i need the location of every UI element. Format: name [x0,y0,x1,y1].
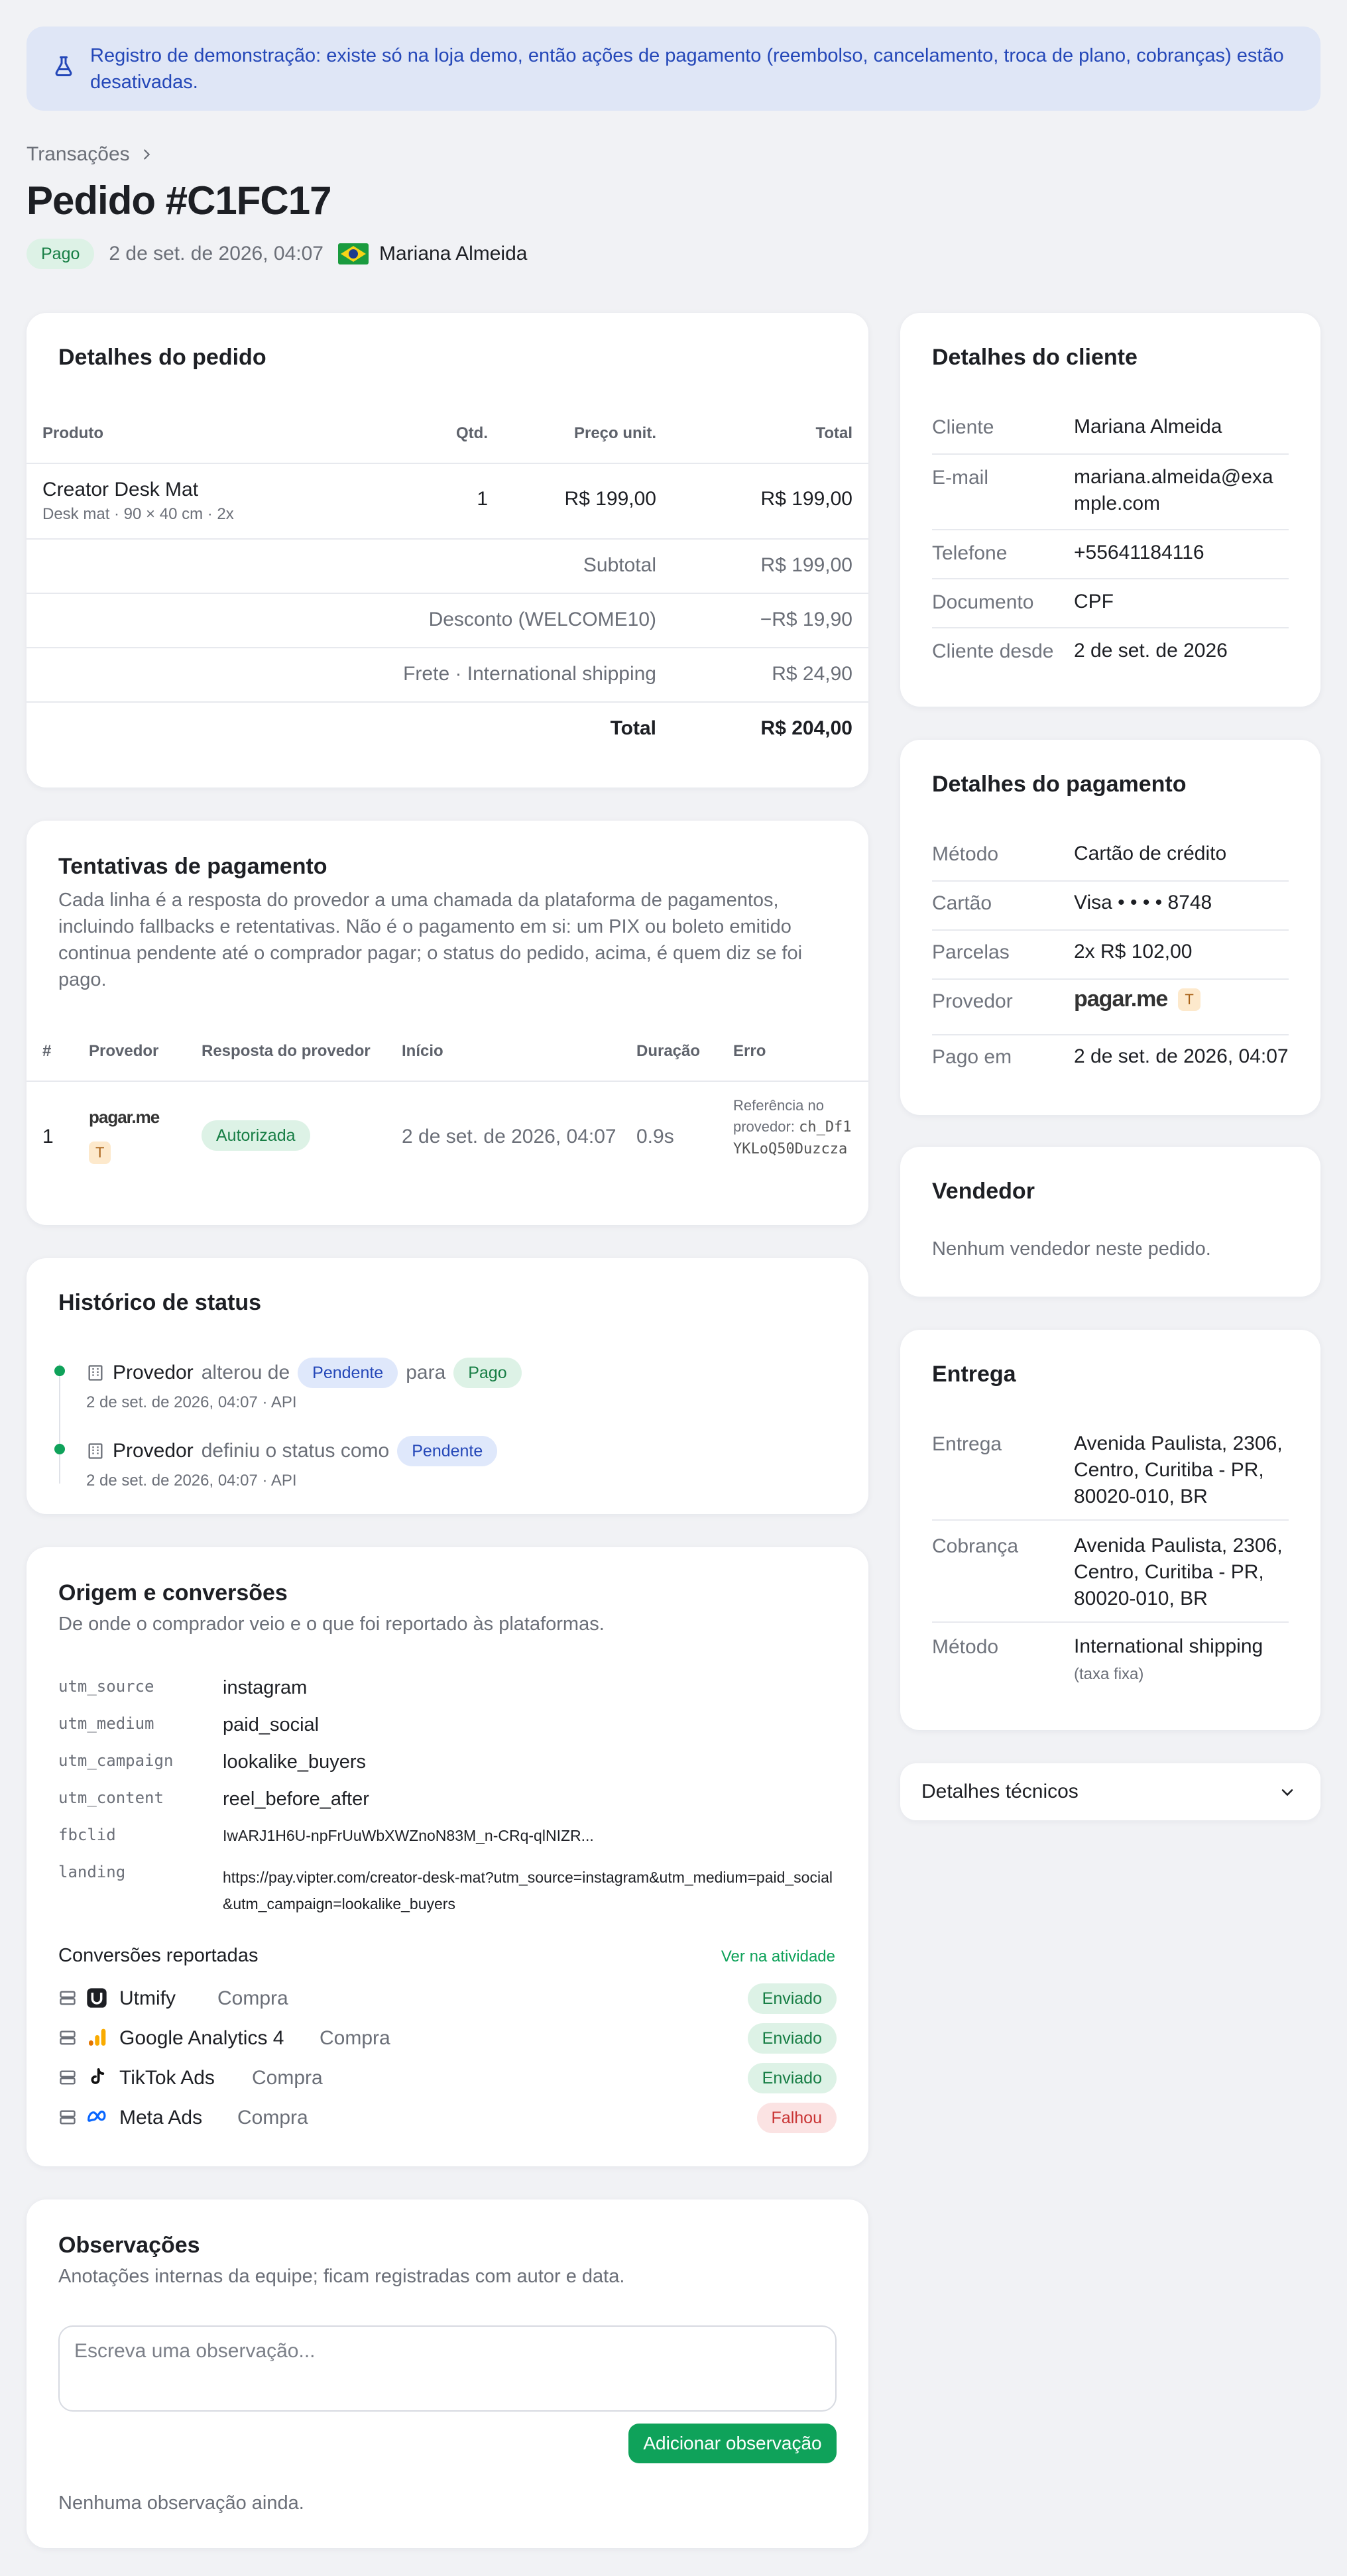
utm-key: landing [58,1863,126,1881]
divider [932,1519,1289,1521]
divider [932,529,1289,530]
conversion-platform: Google Analytics 4 [119,2027,284,2049]
utm-key: utm_campaign [58,1751,174,1770]
server-icon [58,2028,77,2047]
order-date: 2 de set. de 2026, 04:07 [109,243,323,264]
attempts-description: Cada linha é a resposta do provedor a uma chamada da plataforma de pagamentos, incluindo fallbacks e retentativas. Não é o pagamento em si: um PIX ou boleto emitido continua pendente até o comprador pagar; o status do pedido, acima, é quem diz se foi pago. [58,890,803,990]
customer-since-label: Cliente desde [932,640,1054,662]
history-event-line [86,1358,522,1388]
conversion-event: Compra [217,1987,288,2009]
utm-key: fbclid [58,1826,116,1844]
timeline-dot [54,1366,65,1376]
divider [932,453,1289,455]
conversion-status-badge: Falhou [757,2103,837,2133]
utm-value: reel_before_after [223,1788,369,1810]
col-total: Total [815,424,852,442]
attempts-title: Tentativas de pagamento [58,854,327,879]
status-badge: Pago [27,239,94,269]
list-item [58,2022,837,2054]
shipping-label: Frete · International shipping [403,663,656,685]
payment-attempts-card [27,821,868,1225]
shipping-label: Entrega [932,1433,1002,1455]
conversion-platform: Meta Ads [119,2107,203,2129]
payment-paid-at: 2 de set. de 2026, 04:07 [1074,1045,1289,1067]
item-name: Creator Desk Mat [42,479,199,500]
status-to-badge: Pago [453,1358,521,1388]
divider [932,929,1289,931]
utm-value: instagram [223,1677,308,1698]
chevron-down-icon [1278,1783,1297,1802]
customer-phone: +55641184116 [1074,542,1204,563]
utm-value: paid_social [223,1714,320,1735]
server-icon [58,2068,77,2087]
card-label: Cartão [932,892,992,914]
item-sub: Desk mat · 90 × 40 cm · 2x [42,505,234,523]
error-code: ch_Df1YKLoQ50Duzcza [733,1119,852,1157]
conversion-platform: TikTok Ads [119,2067,215,2089]
timeline-line [59,1364,60,1484]
status-to-badge: Pendente [397,1436,497,1466]
note-input[interactable]: Escreva uma observação... [58,2325,837,2412]
payment-card: Visa • • • • 8748 [1074,892,1212,913]
payment-title: Detalhes do pagamento [932,772,1187,797]
item-total: R$ 199,00 [760,488,852,510]
landing-url[interactable]: https://pay.vipter.com/creator-desk-mat?utm_source=instagram&utm_medium=paid_social&utm_campaign=lookalike_buyers [223,1869,833,1912]
provider-type-badge: T [1178,988,1200,1011]
order-meta [27,239,527,269]
order-customer-name[interactable]: Mariana Almeida [379,243,528,264]
divider [27,701,868,703]
subtotal-label: Subtotal [583,554,656,576]
customer-title: Detalhes do cliente [932,345,1138,370]
utm-key: utm_source [58,1677,154,1696]
history-event-line [86,1436,497,1466]
list-item [58,2062,837,2093]
response-badge: Autorizada [202,1120,310,1151]
shipping-address: Avenida Paulista, 2306, Centro, Curitiba - PR, 80020-010, BR [1074,1433,1283,1507]
technical-title: Detalhes técnicos [921,1781,1079,1802]
status-history-card [27,1258,868,1514]
item-qty: 1 [477,488,488,510]
subtotal-value: R$ 199,00 [760,554,852,576]
divider [932,578,1289,579]
paid-at-label: Pago em [932,1046,1012,1068]
col-duration: Duração [636,1042,701,1060]
payment-details-card [900,740,1320,1115]
chevron-right-icon [139,147,154,162]
utm-value: IwARJ1H6U-npFrUuWbXWZnoN83M_n-CRq-qlNIZR... [223,1827,594,1844]
col-error: Erro [733,1042,766,1060]
history-meta: 2 de set. de 2026, 04:07 · API [86,1393,297,1411]
conversion-event: Compra [252,2067,323,2089]
google-analytics-icon [86,2027,107,2048]
list-item [58,1982,837,2014]
seller-title: Vendedor [932,1179,1035,1204]
origin-card [27,1547,868,2166]
meta-icon [86,2107,109,2128]
customer-label: Cliente [932,416,994,438]
provider-logo [89,1107,159,1128]
payment-method: Cartão de crédito [1074,843,1227,864]
attempt-number: 1 [42,1126,54,1147]
pagarme-logo: pagar.me [1074,986,1168,1012]
brazil-flag-icon [338,243,369,264]
col-qty: Qtd. [456,424,488,442]
divider [932,978,1289,980]
conversions-title: Conversões reportadas [58,1945,259,1966]
provider-label: Provedor [932,990,1013,1012]
breadcrumb [27,143,154,166]
delivery-method [1074,1633,1289,1688]
conversion-status-badge: Enviado [748,2023,837,2054]
customer-email[interactable]: mariana.almeida@example.com [1074,466,1273,514]
notes-title: Observações [58,2233,200,2258]
list-item [58,2101,837,2133]
document-label: Documento [932,591,1034,613]
activity-link[interactable]: Ver na atividade [721,1948,835,1965]
customer-name: Mariana Almeida [1074,416,1222,438]
col-provider: Provedor [89,1042,159,1060]
divider [27,1081,868,1082]
col-unit-price: Preço unit. [573,424,656,442]
demo-banner [27,27,1320,111]
order-details-card [27,313,868,788]
history-verb: definiu o status como [201,1440,390,1462]
col-start: Início [402,1042,443,1060]
history-title: Histórico de status [58,1290,262,1315]
billing-address: Avenida Paulista, 2306, Centro, Curitiba - PR, 80020-010, BR [1074,1535,1283,1610]
tiktok-icon [86,2067,107,2088]
notes-subtitle: Anotações internas da equipe; ficam registradas com autor e data. [58,2266,625,2287]
history-actor: Provedor [113,1362,194,1383]
building-icon [86,1364,105,1382]
divider [932,1621,1289,1623]
divider [27,463,868,464]
delivery-method-note: (taxa fixa) [1074,1665,1144,1683]
attempt-duration: 0.9s [636,1126,674,1147]
page-title: Pedido #C1FC17 [27,178,331,223]
conversion-platform: Utmify [119,1987,176,2009]
seller-empty: Nenhum vendedor neste pedido. [932,1238,1211,1259]
customer-details-card [900,313,1320,707]
total-label: Total [610,717,656,739]
conversion-status-badge: Enviado [748,2063,837,2093]
error-label: Referência no provedor: [733,1097,824,1135]
flask-icon [52,54,76,78]
total-value: R$ 204,00 [760,717,852,739]
building-icon [86,1442,105,1460]
email-label: E-mail [932,467,989,489]
banner-text: Registro de demonstração: existe só na loja demo, então ações de pagamento (reembolso, cancelamento, troca de plano, cobranças) estão desativadas. [90,45,1284,93]
status-from-badge: Pendente [298,1358,398,1388]
billing-label: Cobrança [932,1535,1019,1557]
col-response: Resposta do provedor [202,1042,371,1060]
divider [27,538,868,540]
breadcrumb-transactions-link[interactable]: Transações [27,143,130,165]
divider [27,593,868,594]
history-verb: alterou de [201,1362,290,1383]
customer-document: CPF [1074,591,1114,613]
origin-title: Origem e conversões [58,1580,288,1606]
provider-type-badge: T [89,1142,111,1164]
conversion-status-badge: Enviado [748,1983,837,2014]
method-label: Método [932,843,999,865]
technical-details-toggle[interactable] [900,1763,1320,1820]
payment-provider [1074,986,1201,1012]
col-number: # [42,1042,52,1060]
notes-card [27,2199,868,2548]
discount-label: Desconto (WELCOME10) [428,609,656,630]
col-product: Produto [42,424,103,442]
attempt-error [733,1095,859,1160]
timeline-dot [54,1444,65,1454]
notes-empty: Nenhuma observação ainda. [58,2492,304,2514]
delivery-method-name: International shipping [1074,1635,1263,1657]
discount-value: −R$ 19,90 [760,609,852,630]
add-note-button[interactable]: Adicionar observação [628,2424,837,2463]
history-meta: 2 de set. de 2026, 04:07 · API [86,1472,297,1490]
delivery-card [900,1330,1320,1730]
utm-key: utm_content [58,1788,164,1807]
payment-installments: 2x R$ 102,00 [1074,941,1193,963]
phone-label: Telefone [932,542,1008,564]
seller-card [900,1147,1320,1297]
delivery-method-label: Método [932,1636,999,1658]
divider [932,627,1289,628]
order-details-title: Detalhes do pedido [58,345,266,370]
history-connector: para [406,1362,446,1383]
utmify-icon [86,1987,107,2009]
server-icon [58,2108,77,2127]
divider [932,880,1289,882]
divider [932,1034,1289,1035]
history-actor: Provedor [113,1440,194,1462]
divider [27,647,868,648]
customer-since: 2 de set. de 2026 [1074,640,1228,662]
pagarme-logo: pagar.me [89,1107,160,1127]
origin-subtitle: De onde o comprador veio e o que foi reportado às plataformas. [58,1613,605,1635]
utm-value: lookalike_buyers [223,1751,367,1773]
delivery-title: Entrega [932,1362,1016,1387]
response-wrap [202,1120,310,1151]
conversion-event: Compra [237,2107,308,2129]
installments-label: Parcelas [932,941,1010,963]
server-icon [58,1989,77,2007]
provider-badge-wrap [89,1142,111,1164]
shipping-value: R$ 24,90 [772,663,852,685]
conversion-event: Compra [320,2027,390,2049]
attempt-start: 2 de set. de 2026, 04:07 [402,1126,616,1147]
item-unit-price: R$ 199,00 [564,488,656,510]
utm-key: utm_medium [58,1714,154,1733]
